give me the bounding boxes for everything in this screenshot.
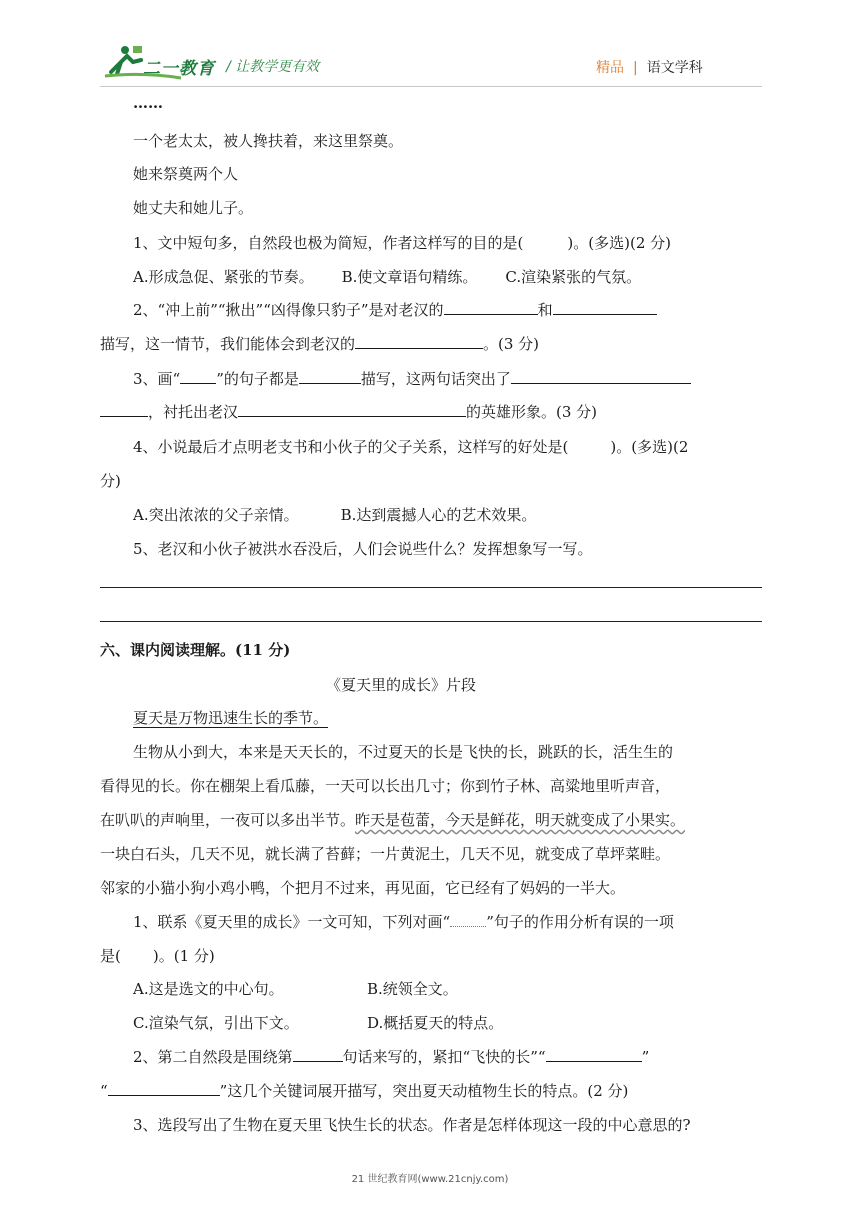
s6-question-1: 1、联系《夏天里的成长》一文可知，下列对画“ ”句子的作用分析有误的一项 bbox=[133, 913, 674, 931]
answer-blank[interactable] bbox=[293, 1047, 343, 1062]
question-4-options: A.突出浓浓的父子亲情。 B.达到震撼人心的艺术效果。 bbox=[133, 506, 537, 524]
section-heading: 六、课内阅读理解。(11 分) bbox=[100, 641, 291, 659]
logo-text: 二一教育 bbox=[143, 59, 215, 79]
brand-label: 精品 | 语文学科 bbox=[596, 60, 703, 76]
answer-blank[interactable] bbox=[299, 369, 361, 384]
page-header bbox=[0, 0, 860, 100]
question-4-cont: 分) bbox=[100, 472, 121, 490]
s6-question-2: 2、第二自然段是围绕第 句话来写的，紧扣“飞快的长”“ ” bbox=[133, 1048, 650, 1066]
question-1: 1、文中短句多，自然段也极为简短，作者这样写的目的是( )。(多选)(2 分) bbox=[133, 234, 671, 252]
s6-question-2-cont: “ ”这几个关键词展开描写，突出夏天动植物生长的特点。(2 分) bbox=[100, 1082, 629, 1100]
question-2: 2、“冲上前”“揪出”“凶得像只豹子”是对老汉的 和 bbox=[133, 299, 657, 321]
page-footer: 21 世纪教育网(www.21cnjy.com) bbox=[351, 1174, 509, 1185]
passage-line: 看得见的长。你在棚架上看瓜藤，一天可以长出几寸；你到竹子林、高粱地里听声音， bbox=[100, 777, 671, 795]
passage-line: 生物从小到大，本来是天天长的，不过夏天的长是飞快的长，跳跃的长，活生生的 bbox=[133, 743, 674, 761]
passage-title: 《夏天里的成长》片段 bbox=[326, 676, 477, 694]
answer-blank[interactable] bbox=[553, 300, 657, 315]
slogan: / 让教学更有效 bbox=[226, 59, 320, 75]
question-1-options: A.形成急促、紧张的节奏。 B.使文章语句精练。 C.渲染紧张的气氛。 bbox=[133, 268, 642, 286]
question-2-cont: 描写，这一情节，我们能体会到老汉的 。(3 分) bbox=[100, 335, 540, 353]
passage-line: 她来祭奠两个人 bbox=[133, 165, 239, 183]
header-divider bbox=[100, 86, 762, 87]
answer-blank[interactable] bbox=[355, 334, 483, 349]
answer-blank[interactable] bbox=[444, 300, 538, 315]
question-3: 3、画“ ”的句子都是 描写，这两句话突出了 bbox=[133, 368, 691, 390]
answer-blank[interactable] bbox=[238, 402, 466, 417]
ellipsis: …… bbox=[133, 94, 163, 112]
answer-blank[interactable] bbox=[511, 369, 691, 384]
passage-line: 一个老太太，被人搀扶着，来这里祭奠。 bbox=[133, 132, 404, 150]
question-3-cont: ，衬托出老汉 的英雄形象。(3 分) bbox=[100, 401, 597, 423]
question-5: 5、老汉和小伙子被洪水吞没后，人们会说些什么？发挥想象写一写。 bbox=[133, 540, 593, 558]
passage-line: 邻家的小猫小狗小鸡小鸭，个把月不过来，再见面，它已经有了妈妈的一半大。 bbox=[100, 879, 626, 897]
passage-line: 她丈夫和她儿子。 bbox=[133, 199, 254, 217]
answer-blank[interactable] bbox=[546, 1047, 642, 1062]
s6-question-1-cont: 是( )。(1 分) bbox=[100, 947, 215, 965]
topic-sentence: 夏天是万物迅速生长的季节。 bbox=[133, 709, 329, 727]
s6-question-3: 3、选段写出了生物在夏天里飞快生长的状态。作者是怎样体现这一段的中心意思的? bbox=[133, 1116, 691, 1134]
s6-question-1-options: C.渲染气氛，引出下文。 D.概括夏天的特点。 bbox=[133, 1014, 504, 1032]
question-4: 4、小说最后才点明老支书和小伙子的父子关系，这样写的好处是( )。(多选)(2 bbox=[133, 438, 689, 456]
s6-question-1-options: A.这是选文的中心句。 B.统领全文。 bbox=[133, 980, 458, 998]
passage-line: 一块白石头，几天不见，就长满了苔藓；一片黄泥土，几天不见，就变成了草坪菜畦。 bbox=[100, 845, 671, 863]
answer-line[interactable] bbox=[100, 621, 762, 622]
answer-blank[interactable] bbox=[100, 402, 148, 417]
passage-line: 在叭叭的声响里，一夜可以多出半节。昨天是苞蕾，今天是鲜花，明天就变成了小果实。 bbox=[100, 811, 686, 829]
answer-line[interactable] bbox=[100, 587, 762, 588]
answer-blank[interactable] bbox=[108, 1081, 220, 1096]
